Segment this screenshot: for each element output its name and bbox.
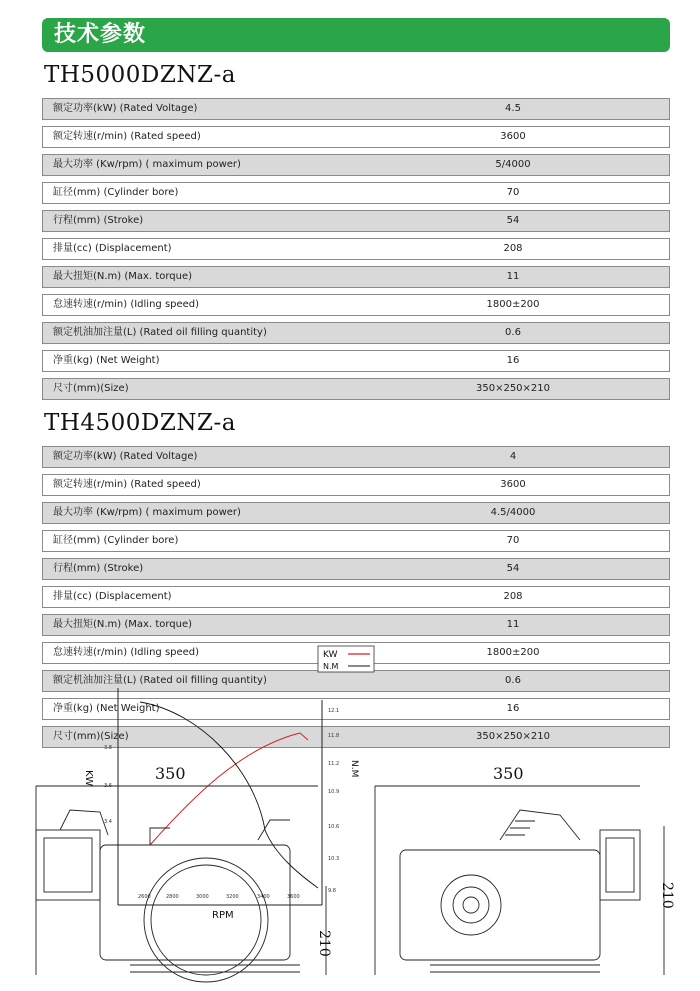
spec-value: 0.6 xyxy=(505,675,521,686)
dimension-height-left: 210 xyxy=(316,930,332,957)
left-tick-label: 3.6 xyxy=(104,783,112,789)
engine-side-view xyxy=(36,764,332,982)
x-tick-label: 2800 xyxy=(166,894,179,900)
right-tick-label: 10.9 xyxy=(328,789,340,795)
model-title-2: TH4500DZNZ-a xyxy=(44,410,236,436)
spec-label: 怠速转速(r/min) (Idling speed) xyxy=(53,299,200,310)
spec-value: 11 xyxy=(506,619,520,630)
x-tick-label: 3200 xyxy=(226,894,239,900)
engine-front-view xyxy=(375,764,675,975)
spec-value: 4 xyxy=(509,451,517,462)
section-title: 技术参数 xyxy=(54,22,147,47)
right-tick-label: 11.2 xyxy=(328,761,340,767)
spec-label: 排量(cc) (Displacement) xyxy=(53,591,172,602)
spec-value: 208 xyxy=(503,243,523,254)
spec-label: 最大功率 (Kw/rpm) ( maximum power) xyxy=(53,507,241,518)
dimension-height-right: 210 xyxy=(659,882,675,909)
left-tick-label: 3.8 xyxy=(104,745,112,751)
left-tick-label: 3.4 xyxy=(104,819,112,825)
spec-label: 净重(kg) (Net Weight) xyxy=(53,355,160,366)
spec-value: 54 xyxy=(506,563,520,574)
nm-curve xyxy=(140,702,318,888)
chart-ylabel-left: KW xyxy=(83,770,94,787)
x-tick-label: 3000 xyxy=(196,894,209,900)
right-tick-label: 9.8 xyxy=(328,888,336,894)
spec-value: 5/4000 xyxy=(495,159,531,170)
right-tick-label: 11.8 xyxy=(328,733,340,739)
spec-value: 1800±200 xyxy=(486,299,540,310)
x-tick-label: 3600 xyxy=(287,894,300,900)
right-tick-label: 10.6 xyxy=(328,824,340,830)
spec-value: 16 xyxy=(506,703,520,714)
spec-value: 54 xyxy=(506,215,520,226)
spec-label: 最大扭矩(N.m) (Max. torque) xyxy=(53,271,193,282)
right-tick-label: 12.1 xyxy=(328,708,340,714)
spec-value: 350×250×210 xyxy=(475,731,551,742)
spec-value: 208 xyxy=(503,591,523,602)
model-title-1: TH5000DZNZ-a xyxy=(44,62,236,88)
chart-ylabel-right: N.M xyxy=(349,760,359,778)
right-tick-label: 10.3 xyxy=(328,856,340,862)
spec-value: 4.5/4000 xyxy=(490,507,536,518)
x-tick-label: 2600 xyxy=(138,894,151,900)
spec-label: 额定转速(r/min) (Rated speed) xyxy=(53,131,201,142)
spec-label: 行程(mm) (Stroke) xyxy=(53,563,144,574)
dimension-width-left: 350 xyxy=(155,764,186,783)
spec-label: 排量(cc) (Displacement) xyxy=(53,243,172,254)
spec-value: 3600 xyxy=(500,131,526,142)
spec-value: 16 xyxy=(506,355,520,366)
spec-value: 70 xyxy=(506,535,520,546)
spec-value: 0.6 xyxy=(505,327,521,338)
spec-label: 怠速转速(r/min) (Idling speed) xyxy=(53,647,200,658)
spec-value: 70 xyxy=(506,187,520,198)
spec-label: 额定机油加注量(L) (Rated oil filling quantity) xyxy=(53,327,267,338)
x-tick-label: 3400 xyxy=(257,894,270,900)
spec-label: 净重(kg) (Net Weight) xyxy=(53,703,160,714)
legend-nm: N.M xyxy=(323,662,339,671)
spec-label: 缸径(mm) (Cylinder bore) xyxy=(53,187,179,198)
spec-label: 额定功率(kW) (Rated Voltage) xyxy=(53,103,198,114)
spec-label: 尺寸(mm)(Size) xyxy=(53,383,129,394)
spec-label: 额定机油加注量(L) (Rated oil filling quantity) xyxy=(53,675,267,686)
kw-curve xyxy=(150,733,308,845)
spec-label: 尺寸(mm)(Size) xyxy=(53,731,129,742)
spec-label: 额定功率(kW) (Rated Voltage) xyxy=(53,451,198,462)
spec-value: 350×250×210 xyxy=(475,383,551,394)
spec-label: 最大扭矩(N.m) (Max. torque) xyxy=(53,619,193,630)
dimension-width-right: 350 xyxy=(493,764,524,783)
legend-kw: KW xyxy=(323,650,338,660)
spec-value: 11 xyxy=(506,271,520,282)
spec-value: 3600 xyxy=(500,479,526,490)
spec-label: 额定转速(r/min) (Rated speed) xyxy=(53,479,201,490)
spec-label: 缸径(mm) (Cylinder bore) xyxy=(53,535,179,546)
spec-value: 1800±200 xyxy=(486,647,540,658)
spec-label: 行程(mm) (Stroke) xyxy=(53,215,144,226)
spec-label: 最大功率 (Kw/rpm) ( maximum power) xyxy=(53,159,241,170)
chart-xlabel: RPM xyxy=(212,910,234,921)
spec-value: 4.5 xyxy=(505,103,521,114)
